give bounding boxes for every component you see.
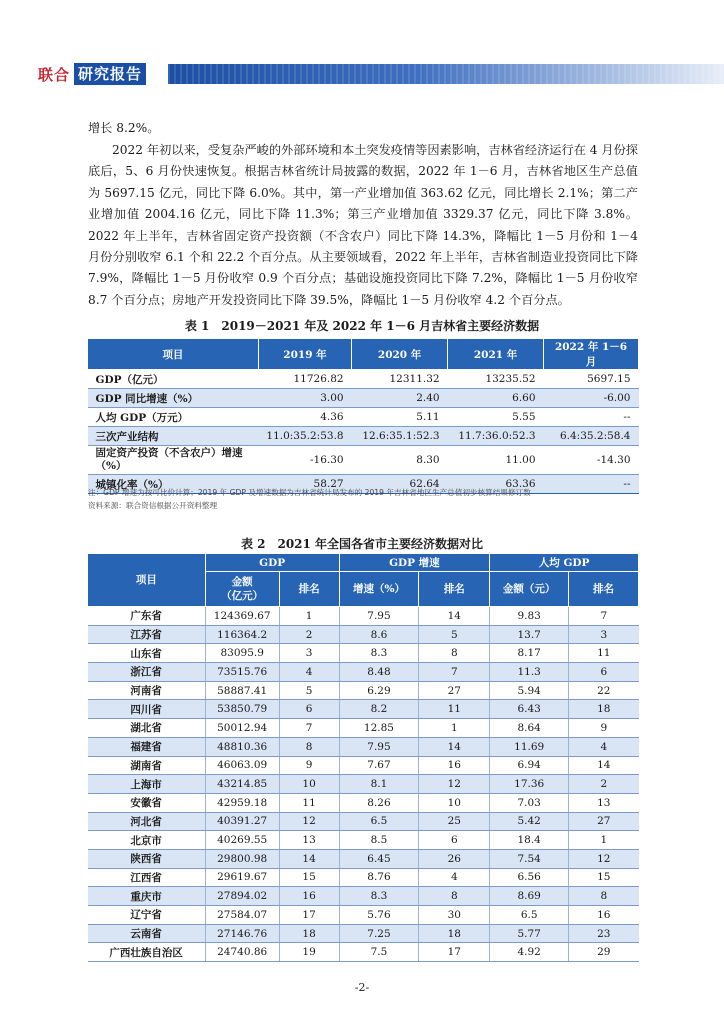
- table2-cell: 40391.27: [205, 812, 279, 831]
- table1-cell: 12311.32: [352, 370, 448, 389]
- table2-cell: 12: [569, 849, 639, 868]
- table2-cell: 50012.94: [205, 719, 279, 738]
- table2-cell: 7: [419, 663, 490, 682]
- table2-group-gdp-per-capita: 人均 GDP: [490, 554, 639, 572]
- table2-cell: 18: [419, 924, 490, 943]
- table2-cell: 124369.67: [205, 607, 279, 626]
- table2-cell: 22: [569, 681, 639, 700]
- paragraph-2: 2022 年初以来，受复杂严峻的外部环境和本土突发疫情等因素影响，吉林省经济运行在 4 月份探底后，5、6 月份快速恢复。根据吉林省统计局披露的数据，2022 年 1－6 月，吉林省地区生产总值为 5697.15 亿元，同比下降 6.0%。其中，第一产业增加值 363.62 亿元，同比增长 2.1%；第二产业增加值 2004.16 亿元，同比下降 11.3%；第三产业增加值 3329.37 亿元，同比下降 3.8%。2022 年上半年，吉林省固定资产投资额（不含农户）同比下降 14.3%，降幅比 1－5 月份和 1－4 月份分别收窄 6.1 个和 22.2 个百分点。从主要领域看，2022 年上半年，吉林省制造业投资同比下降 7.9%，降幅比 1－5 月份收窄 0.9 个百分点；基础设施投资同比下降 7.2%，降幅比 1－5 月份收窄 8.7 个百分点；房地产开发投资同比下降 39.5%，降幅比 1－5 月份收窄 4.2 个百分点。: [88, 143, 638, 307]
- table2-cell: 43214.85: [205, 775, 279, 794]
- table1-cell: 3.00: [258, 389, 351, 408]
- table2-subheader: 排名: [279, 572, 339, 607]
- table2-cell: 16: [419, 756, 490, 775]
- table2-cell: 8.2: [339, 700, 419, 719]
- table2-cell: 7.54: [490, 849, 569, 868]
- table2-row: [88, 607, 639, 626]
- report-header: [0, 62, 724, 86]
- table2-province: 四川省: [88, 700, 206, 719]
- table2-row: [88, 644, 639, 663]
- table2-province: 浙江省: [88, 663, 206, 682]
- table2-cell: 26: [419, 849, 490, 868]
- table2-cell: 7.95: [339, 737, 419, 756]
- table1-cell: 6.4:35.2:58.4: [544, 427, 639, 446]
- header-decor-bar: [168, 64, 724, 84]
- table2-cell: 11: [279, 793, 339, 812]
- table2-cell: 46063.09: [205, 756, 279, 775]
- table2-cell: 14: [569, 756, 639, 775]
- table1-cell: 5.55: [448, 408, 544, 427]
- table1-cell: -6.00: [544, 389, 639, 408]
- table2-cell: 6.56: [490, 868, 569, 887]
- table1-caption: 表 1 2019－2021 年及 2022 年 1－6 月吉林省主要经济数据: [184, 319, 540, 333]
- table2-cell: 27: [419, 681, 490, 700]
- table1-header: 2022 年 1－6 月: [544, 339, 639, 370]
- table2-cell: 15: [279, 868, 339, 887]
- table2-cell: 11.69: [490, 737, 569, 756]
- table2-cell: 5.77: [490, 924, 569, 943]
- table2-row: [88, 887, 639, 906]
- table2-province: 广西壮族自治区: [88, 943, 206, 962]
- table2-cell: 12: [419, 775, 490, 794]
- table2-province: 山东省: [88, 644, 206, 663]
- table2-cell: 4.92: [490, 943, 569, 962]
- table2-cell: 13: [279, 831, 339, 850]
- table1-row: [88, 408, 639, 427]
- table1-header: 项目: [88, 339, 259, 370]
- table1-cell: 6.60: [448, 389, 544, 408]
- table2-row: [88, 756, 639, 775]
- table2-cell: 23: [569, 924, 639, 943]
- table2-cell: 8.48: [339, 663, 419, 682]
- table2-cell: 25: [419, 812, 490, 831]
- table2-cell: 27894.02: [205, 887, 279, 906]
- table2-cell: 12: [279, 812, 339, 831]
- table2-cell: 7: [279, 719, 339, 738]
- table1-cell: 5697.15: [544, 370, 639, 389]
- table1-header: 2019 年: [258, 339, 351, 370]
- table2-cell: 9.83: [490, 607, 569, 626]
- table2-cell: 6.43: [490, 700, 569, 719]
- table1-cell: 8.30: [352, 446, 448, 475]
- table2-cell: 16: [569, 906, 639, 925]
- table1-cell: 4.36: [258, 408, 351, 427]
- table2-cell: 73515.76: [205, 663, 279, 682]
- table2-cell: 29800.98: [205, 849, 279, 868]
- table2-cell: 3: [279, 644, 339, 663]
- table2-cell: 1: [419, 719, 490, 738]
- table1-cell: 63.36: [448, 475, 544, 494]
- table2-cell: 7.95: [339, 607, 419, 626]
- table2-cell: 58887.41: [205, 681, 279, 700]
- table2-cell: 40269.55: [205, 831, 279, 850]
- table2-cell: 14: [419, 607, 490, 626]
- table2-province: 辽宁省: [88, 906, 206, 925]
- table2-province: 云南省: [88, 924, 206, 943]
- table2-row: [88, 737, 639, 756]
- table2-cell: 6: [279, 700, 339, 719]
- table1-cell: 12.6:35.1:52.3: [352, 427, 448, 446]
- table2-cell: 18.4: [490, 831, 569, 850]
- table2-cell: 30: [419, 906, 490, 925]
- table2-cell: 15: [569, 868, 639, 887]
- table2-row: [88, 775, 639, 794]
- table2-subheader: 增速（%）: [339, 572, 419, 607]
- table1-row: [88, 446, 639, 475]
- table1-cell: --: [544, 475, 639, 494]
- table2-cell: 10: [279, 775, 339, 794]
- table2-province: 北京市: [88, 831, 206, 850]
- table2-row: [88, 719, 639, 738]
- table2-cell: 8.76: [339, 868, 419, 887]
- table1-cell: 11.00: [448, 446, 544, 475]
- table2-cell: 14: [279, 849, 339, 868]
- table2-cell: 8.26: [339, 793, 419, 812]
- table2-cell: 13: [569, 793, 639, 812]
- table2-cell: 9: [279, 756, 339, 775]
- table2-province: 上海市: [88, 775, 206, 794]
- table1-row-label: 城镇化率（%）: [88, 475, 259, 494]
- table2-province: 重庆市: [88, 887, 206, 906]
- table2-cell: 17: [279, 906, 339, 925]
- table2-row: [88, 700, 639, 719]
- table2-cell: 6: [419, 831, 490, 850]
- table2-cell: 12.85: [339, 719, 419, 738]
- table2-row: [88, 868, 639, 887]
- table1: [87, 338, 639, 494]
- table2-province: 福建省: [88, 737, 206, 756]
- table2-cell: 8.5: [339, 831, 419, 850]
- table2-cell: 10: [419, 793, 490, 812]
- table2-cell: 8: [279, 737, 339, 756]
- table2-row: [88, 906, 639, 925]
- table2-cell: 14: [419, 737, 490, 756]
- table2-subheader: 金额 （亿元）: [205, 572, 279, 607]
- table2-cell: 6.45: [339, 849, 419, 868]
- table2-province: 陕西省: [88, 849, 206, 868]
- table2-province: 安徽省: [88, 793, 206, 812]
- table2-cell: 5: [279, 681, 339, 700]
- table2-cell: 4: [419, 868, 490, 887]
- table2-row: [88, 924, 639, 943]
- table2-cell: 18: [279, 924, 339, 943]
- table1-row-label: 固定资产投资（不含农户）增速（%）: [88, 446, 259, 475]
- table2-cell: 8.3: [339, 644, 419, 663]
- page-number: -2-: [354, 981, 370, 994]
- table2-cell: 53850.79: [205, 700, 279, 719]
- table2-province: 江苏省: [88, 625, 206, 644]
- table2-row: [88, 812, 639, 831]
- table2-cell: 6.94: [490, 756, 569, 775]
- table2-cell: 4: [279, 663, 339, 682]
- table2-row: [88, 625, 639, 644]
- table2-cell: 8.64: [490, 719, 569, 738]
- table2-row: [88, 793, 639, 812]
- table2-cell: 8: [419, 644, 490, 663]
- table2-group-row: [88, 554, 639, 572]
- table2-subheader: 排名: [419, 572, 490, 607]
- table2-cell: 7.67: [339, 756, 419, 775]
- brand-name-red: 联合: [38, 65, 71, 84]
- table2-cell: 6: [569, 663, 639, 682]
- table2-province: 河南省: [88, 681, 206, 700]
- table2-row: [88, 943, 639, 962]
- table2-cell: 8: [419, 887, 490, 906]
- table2-province: 广东省: [88, 607, 206, 626]
- table2-cell: 8.6: [339, 625, 419, 644]
- table2-cell: 17.36: [490, 775, 569, 794]
- table2-cell: 29619.67: [205, 868, 279, 887]
- table2-cell: 5: [419, 625, 490, 644]
- table2-cell: 19: [279, 943, 339, 962]
- table1-row: [88, 389, 639, 408]
- table2-row: [88, 663, 639, 682]
- table2-cell: 9: [569, 719, 639, 738]
- table2-row: [88, 831, 639, 850]
- table2-cell: 48810.36: [205, 737, 279, 756]
- table2: [87, 553, 639, 962]
- table1-cell: 11.7:36.0:52.3: [448, 427, 544, 446]
- table2-cell: 3: [569, 625, 639, 644]
- brand-name-blue: 研究报告: [74, 63, 146, 85]
- table2-province: 河北省: [88, 812, 206, 831]
- table1-header-row: [88, 339, 639, 370]
- table1-cell: 58.27: [258, 475, 351, 494]
- table2-cell: 29: [569, 943, 639, 962]
- table1-cell: 13235.52: [448, 370, 544, 389]
- table1-cell: 2.40: [352, 389, 448, 408]
- table2-cell: 11: [419, 700, 490, 719]
- table1-cell: 11.0:35.2:53.8: [258, 427, 351, 446]
- table1-header: 2021 年: [448, 339, 544, 370]
- table1-row: [88, 370, 639, 389]
- table2-group-gdp-growth: GDP 增速: [339, 554, 490, 572]
- table1-cell: --: [544, 408, 639, 427]
- table2-province: 湖南省: [88, 756, 206, 775]
- table2-caption: 表 2 2021 年全国各省市主要经济数据对比: [240, 537, 484, 551]
- table2-cell: 8.3: [339, 887, 419, 906]
- table2-subheader: 金额（元）: [490, 572, 569, 607]
- table2-cell: 8.17: [490, 644, 569, 663]
- table2-cell: 11: [569, 644, 639, 663]
- table2-province: 江西省: [88, 868, 206, 887]
- table2-subheader: 排名: [569, 572, 639, 607]
- table2-cell: 8.69: [490, 887, 569, 906]
- table1-source: 资料来源：联合资信根据公开资料整理: [88, 501, 218, 510]
- table2-cell: 13.7: [490, 625, 569, 644]
- table2-cell: 17: [419, 943, 490, 962]
- table2-cell: 24740.86: [205, 943, 279, 962]
- table2-cell: 6.5: [490, 906, 569, 925]
- table2-cell: 6.29: [339, 681, 419, 700]
- table2-cell: 27584.07: [205, 906, 279, 925]
- table2-cell: 7.25: [339, 924, 419, 943]
- table2-row: [88, 681, 639, 700]
- table1-row-label: GDP 同比增速（%）: [88, 389, 259, 408]
- table2-cell: 27: [569, 812, 639, 831]
- table2-header-item: 项目: [88, 554, 206, 607]
- table2-cell: 6.5: [339, 812, 419, 831]
- table2-cell: 1: [279, 607, 339, 626]
- table2-group-gdp: GDP: [205, 554, 339, 572]
- table2-cell: 2: [569, 775, 639, 794]
- table1-row-label: GDP（亿元）: [88, 370, 259, 389]
- table2-cell: 8: [569, 887, 639, 906]
- table1-cell: -14.30: [544, 446, 639, 475]
- table1-row-label: 人均 GDP（万元）: [88, 408, 259, 427]
- table2-cell: 5.94: [490, 681, 569, 700]
- table1-cell: -16.30: [258, 446, 351, 475]
- table2-cell: 7: [569, 607, 639, 626]
- table2-cell: 42959.18: [205, 793, 279, 812]
- table1-cell: 62.64: [352, 475, 448, 494]
- table2-cell: 5.42: [490, 812, 569, 831]
- table2-cell: 83095.9: [205, 644, 279, 663]
- table2-cell: 8.1: [339, 775, 419, 794]
- table2-cell: 4: [569, 737, 639, 756]
- table2-cell: 27146.76: [205, 924, 279, 943]
- table1-cell: 5.11: [352, 408, 448, 427]
- table1-cell: 11726.82: [258, 370, 351, 389]
- table1-header: 2020 年: [352, 339, 448, 370]
- table2-cell: 7.03: [490, 793, 569, 812]
- brand-logo: [38, 62, 146, 86]
- table1-note: 注：GDP 增速为按可比价计算；2019 年 GDP 及增速数据为吉林省统计局发布的 2019 年吉林省地区生产总值初步核算结果修订数: [88, 488, 531, 497]
- table2-cell: 7.5: [339, 943, 419, 962]
- table2-cell: 5.76: [339, 906, 419, 925]
- table2-cell: 11.3: [490, 663, 569, 682]
- table2-province: 湖北省: [88, 719, 206, 738]
- table2-cell: 18: [569, 700, 639, 719]
- table1-row-label: 三次产业结构: [88, 427, 259, 446]
- paragraph-1: 增长 8.2%。: [88, 121, 160, 135]
- table1-row: [88, 427, 639, 446]
- table2-cell: 2: [279, 625, 339, 644]
- table2-cell: 1: [569, 831, 639, 850]
- table2-row: [88, 849, 639, 868]
- table2-cell: 116364.2: [205, 625, 279, 644]
- table2-cell: 16: [279, 887, 339, 906]
